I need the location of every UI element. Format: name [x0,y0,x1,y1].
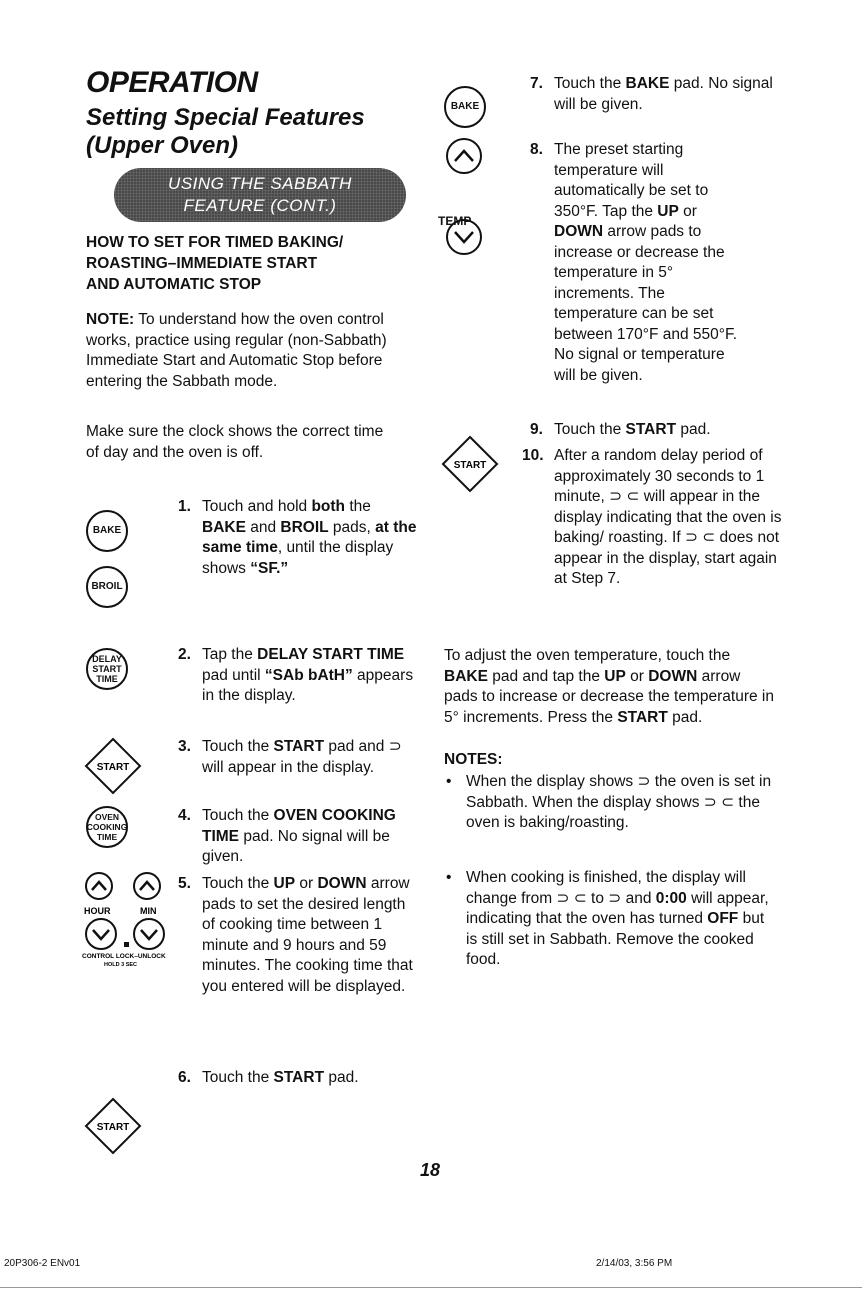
notes-heading: NOTES: [444,751,503,768]
start-pad-icon [83,736,143,796]
bullet: • [446,869,452,886]
note-paragraph: NOTE: To understand how the oven control works, practice using regular (non-Sabbath) Immediate Start and Automatic Stop before entering the Sabbath mode. [86,311,387,390]
oven-cooking-time-pad-icon: OVEN COOKING TIME [86,806,128,848]
bake-pad-icon: BAKE [86,510,128,552]
page-subtitle: Setting Special Features (Upper Oven) [86,104,365,159]
step-9: 9. Touch the START pad. [530,421,711,438]
min-label: MIN [140,906,157,916]
section-heading: OPERATION [86,66,258,99]
bake-pad-icon-right: BAKE [444,86,486,128]
step-7: 7. Touch the BAKE pad. No signal will be given. [530,75,773,113]
step-8: 8. The preset starting temperature will automatically be set to 350°F. Tap the UP or DOWN arrow pads to increase or decrease the temperature in 5° increments. The temperature can be set between 170°F and 550°F. No signal or temperature will be given. [530,141,738,384]
bullet: • [446,773,452,790]
step-4: 4. Touch the OVEN COOKING TIME pad. No signal will be given. [178,807,396,865]
temp-label: TEMP [438,214,472,228]
page-number: 18 [420,1160,441,1180]
note-bullet-1: • When the display shows ⊃ the oven is set in Sabbath. When the display shows ⊃ ⊂ the oven is baking/roasting. [446,773,772,831]
footer-right: 2/14/03, 3:56 PM [596,1258,673,1269]
adjust-paragraph: To adjust the oven temperature, touch the BAKE pad and tap the UP or DOWN arrow pads to increase or decrease the temperature in 5° increments. Press the START pad. [444,647,774,726]
start-pad-icon-2 [83,1096,143,1156]
how-to-heading: HOW TO SET FOR TIMED BAKING/ ROASTING–IMMEDIATE START AND AUTOMATIC STOP [86,234,344,293]
delay-start-time-pad-icon: DELAY START TIME [86,648,128,690]
section-banner: USING THE SABBATH FEATURE (CONT.) [114,168,406,222]
hour-label: HOUR [84,906,111,916]
arrow-pads-icon [82,870,182,980]
step-3: 3. Touch the START pad and ⊃ will appear in the display. [178,738,402,776]
bottom-rule [0,1287,862,1288]
step-5: 5. Touch the UP or DOWN arrow pads to set the desired length of cooking time between 1 minute and 9 hours and 59 minutes. The cooking time that you entered will be displayed. [178,875,413,995]
step-2: 2. Tap the DELAY START TIME pad until “SAb bAtH” appears in the display. [178,646,414,704]
note-bullet-2: • When cooking is finished, the display will change from ⊃ ⊂ to ⊃ and 0:00 will appear, indicating that the oven has turned OFF but is still set in Sabbath. Remove the cooked food. [446,869,769,968]
start-icon-label-2: START [96,1122,130,1133]
step-10: 10. After a random delay period of approximately 30 seconds to 1 minute, ⊃ ⊂ will appear in the display indicating that the oven is baking/ roasting. If ⊃ ⊂ does not appear in the display, start again at Step 7. [522,447,782,587]
start-pad-icon-right [440,434,500,494]
control-lock-label: CONTROL LOCK–UNLOCK [82,953,166,960]
start-icon-label: START [96,762,130,773]
step-1: 1. Touch and hold both the BAKE and BROIL pads, at the same time, until the display shows “SF.” [178,498,417,577]
hold-label: HOLD 3 SEC [104,962,138,968]
footer-left: 20P306-2 ENv01 [4,1258,81,1269]
broil-pad-icon: BROIL [86,566,128,608]
start-icon-label-right: START [453,460,487,471]
intro-paragraph: Make sure the clock shows the correct time of day and the oven is off. [86,423,384,461]
step-6: 6. Touch the START pad. [178,1069,359,1086]
temp-arrow-pads-icon [444,136,514,266]
